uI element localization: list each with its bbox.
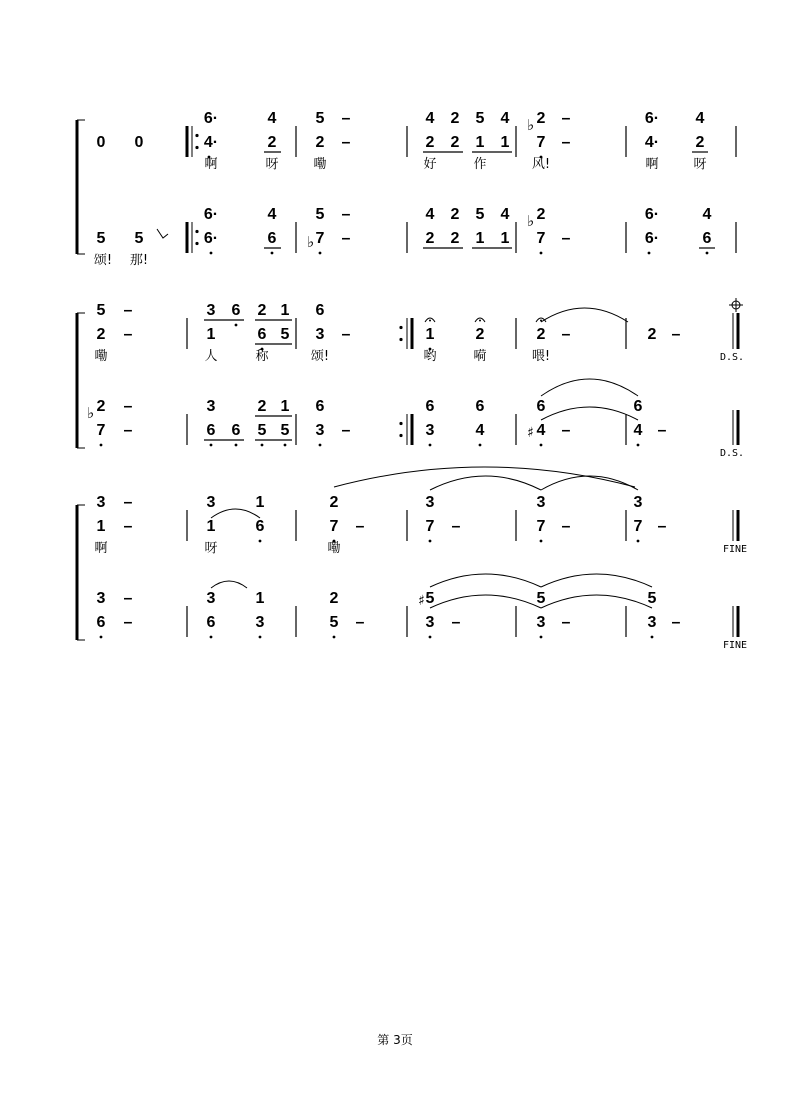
- note: 2: [450, 230, 460, 247]
- note: 2: [329, 494, 339, 511]
- note: 3: [536, 614, 546, 631]
- octave-dot: [271, 252, 274, 255]
- lyric-text: 嘞: [94, 349, 108, 364]
- note: 3: [536, 494, 546, 511]
- note: –: [341, 230, 351, 247]
- note: 1: [500, 134, 510, 151]
- note: 6: [96, 614, 106, 631]
- note: 4: [475, 422, 485, 439]
- sharp-sign-icon: ♯: [418, 593, 425, 609]
- lyric-text: 啊: [204, 157, 218, 172]
- note: –: [123, 398, 133, 415]
- note: 2: [96, 326, 106, 343]
- note: 1: [96, 518, 106, 535]
- octave-dot: [651, 636, 654, 639]
- note: 5: [425, 590, 435, 607]
- note: 3: [206, 494, 216, 511]
- note: 6: [267, 230, 277, 247]
- lyric-text: 呀: [693, 157, 707, 172]
- note: –: [671, 614, 681, 631]
- octave-dot: [261, 444, 264, 447]
- repeat-dot: [399, 326, 402, 329]
- note: –: [451, 614, 461, 631]
- note: 5: [280, 422, 290, 439]
- note: 6: [475, 398, 485, 415]
- note: 3: [315, 326, 325, 343]
- lyric-text: 呀: [265, 157, 279, 172]
- slur: [334, 467, 635, 487]
- note: 5: [315, 206, 325, 223]
- note: 3: [255, 614, 265, 631]
- note: 4·: [203, 134, 219, 151]
- lyric-text: 颂!: [93, 253, 113, 268]
- note: 1: [280, 398, 290, 415]
- note: 6: [425, 398, 435, 415]
- note: 1: [475, 230, 485, 247]
- breath-mark-icon: [157, 229, 168, 238]
- note: 3: [96, 590, 106, 607]
- slur: [211, 509, 260, 518]
- note: 5: [96, 302, 106, 319]
- note: 1: [206, 518, 216, 535]
- octave-dot: [429, 636, 432, 639]
- note: 3: [633, 494, 643, 511]
- repeat-dot: [399, 434, 402, 437]
- note: 2: [329, 590, 339, 607]
- lyric-text: 嗬: [473, 349, 487, 364]
- note: –: [355, 614, 365, 631]
- note: 5: [315, 110, 325, 127]
- lyric-text: 作: [473, 157, 487, 172]
- note: –: [561, 134, 571, 151]
- flat-sign-icon: ♭: [527, 212, 535, 230]
- octave-dot: [284, 444, 287, 447]
- note: 6·: [203, 230, 219, 247]
- note: 1: [280, 302, 290, 319]
- note: 0: [96, 134, 106, 151]
- octave-dot: [259, 540, 262, 543]
- octave-dot: [210, 636, 213, 639]
- note: –: [341, 206, 351, 223]
- note: 6: [206, 422, 216, 439]
- note: 6·: [644, 230, 660, 247]
- dal-segno-mark: D.S.: [719, 448, 745, 459]
- lyric-text: 称: [255, 349, 269, 364]
- fermata-dot: [479, 320, 481, 322]
- note: 2: [425, 230, 435, 247]
- flat-sign-icon: ♭: [527, 116, 535, 134]
- note: –: [657, 518, 667, 535]
- slur: [541, 379, 638, 396]
- note: 6·: [203, 206, 219, 223]
- lyric-text: 好: [423, 157, 437, 172]
- note: 6·: [644, 110, 660, 127]
- note: 6: [315, 302, 325, 319]
- note: –: [123, 302, 133, 319]
- note: 2: [425, 134, 435, 151]
- note: 4: [695, 110, 705, 127]
- note: 6·: [203, 110, 219, 127]
- note: 4: [425, 206, 435, 223]
- note: 2: [536, 326, 546, 343]
- note: 2: [536, 110, 546, 127]
- note: 3: [315, 422, 325, 439]
- octave-dot: [637, 540, 640, 543]
- note: 4: [267, 110, 277, 127]
- note: 6: [702, 230, 712, 247]
- note: 7: [425, 518, 435, 535]
- note: 6: [206, 614, 216, 631]
- note: 1: [475, 134, 485, 151]
- page-number: 第 3页: [377, 1033, 413, 1047]
- lyric-text: 颂!: [310, 349, 330, 364]
- flat-sign-icon: ♭: [307, 233, 315, 251]
- note: 5: [475, 110, 485, 127]
- note: 4: [702, 206, 712, 223]
- fine-mark: FINE: [722, 544, 748, 555]
- lyric-text: 风!: [531, 157, 551, 172]
- lyric-text: 呀: [204, 541, 218, 556]
- repeat-dot: [195, 242, 198, 245]
- note: 2: [257, 302, 267, 319]
- octave-dot: [637, 444, 640, 447]
- note: 2: [315, 134, 325, 151]
- note: 1: [206, 326, 216, 343]
- note: 2: [450, 110, 460, 127]
- octave-dot: [235, 444, 238, 447]
- lyric-text: 哟: [423, 349, 437, 364]
- note: 1: [255, 494, 265, 511]
- note: 7: [536, 230, 546, 247]
- note: 2: [647, 326, 657, 343]
- slur: [541, 407, 638, 420]
- slur: [211, 581, 247, 588]
- sharp-sign-icon: ♯: [527, 425, 534, 441]
- note: –: [561, 230, 571, 247]
- lyric-text: 啊: [94, 541, 108, 556]
- note: –: [341, 110, 351, 127]
- octave-dot: [319, 444, 322, 447]
- note: 5: [329, 614, 339, 631]
- note: 6: [633, 398, 643, 415]
- note: 5: [96, 230, 106, 247]
- note: –: [561, 326, 571, 343]
- note: –: [671, 326, 681, 343]
- note: 1: [255, 590, 265, 607]
- slur: [430, 574, 541, 587]
- octave-dot: [259, 636, 262, 639]
- note: –: [657, 422, 667, 439]
- note: 5: [257, 422, 267, 439]
- fermata-dot: [429, 320, 431, 322]
- note: 3: [647, 614, 657, 631]
- lyric-text: 人: [204, 349, 218, 364]
- note: –: [123, 518, 133, 535]
- flat-sign-icon: ♭: [87, 404, 95, 422]
- note: 0: [134, 134, 144, 151]
- note: 4: [536, 422, 546, 439]
- lyric-text: 那!: [129, 253, 149, 268]
- repeat-dot: [195, 230, 198, 233]
- note: –: [341, 134, 351, 151]
- slur: [541, 308, 628, 322]
- octave-dot: [429, 444, 432, 447]
- note: 3: [425, 614, 435, 631]
- lyric-text: 喂!: [531, 349, 551, 364]
- note: –: [341, 326, 351, 343]
- note: –: [561, 422, 571, 439]
- note: 4·: [644, 134, 660, 151]
- note: 7: [329, 518, 339, 535]
- note: 5: [647, 590, 657, 607]
- note: –: [123, 590, 133, 607]
- slur: [430, 595, 541, 608]
- note: –: [123, 326, 133, 343]
- note: 3: [206, 398, 216, 415]
- note: 3: [206, 590, 216, 607]
- note: 6: [231, 422, 241, 439]
- note: 6: [536, 398, 546, 415]
- octave-dot: [648, 252, 651, 255]
- note: 1: [425, 326, 435, 343]
- octave-dot: [210, 252, 213, 255]
- slur: [541, 595, 652, 608]
- note: –: [123, 422, 133, 439]
- note: 1: [500, 230, 510, 247]
- note: 2: [450, 134, 460, 151]
- note: –: [561, 110, 571, 127]
- note: –: [355, 518, 365, 535]
- slur: [430, 476, 541, 490]
- note: 7: [96, 422, 106, 439]
- note: 6: [257, 326, 267, 343]
- note: 4: [425, 110, 435, 127]
- note: 6: [315, 398, 325, 415]
- repeat-dot: [195, 134, 198, 137]
- fine-mark: FINE: [722, 640, 748, 651]
- note: 6: [231, 302, 241, 319]
- octave-dot: [235, 324, 238, 327]
- note: 5: [134, 230, 144, 247]
- octave-dot: [540, 540, 543, 543]
- note: 3: [425, 494, 435, 511]
- note: 3: [425, 422, 435, 439]
- octave-dot: [210, 444, 213, 447]
- dal-segno-mark: D.S.: [719, 352, 745, 363]
- note: –: [341, 422, 351, 439]
- note: –: [561, 614, 571, 631]
- repeat-dot: [399, 338, 402, 341]
- note: 3: [206, 302, 216, 319]
- note: –: [561, 518, 571, 535]
- note: 4: [633, 422, 643, 439]
- octave-dot: [100, 444, 103, 447]
- repeat-dot: [399, 422, 402, 425]
- octave-dot: [479, 444, 482, 447]
- note: 7: [536, 134, 546, 151]
- note: 5: [536, 590, 546, 607]
- note: 2: [450, 206, 460, 223]
- octave-dot: [319, 252, 322, 255]
- note: 2: [536, 206, 546, 223]
- note: 4: [267, 206, 277, 223]
- note: 2: [96, 398, 106, 415]
- note: 4: [500, 110, 510, 127]
- slur: [541, 574, 652, 587]
- note: 5: [475, 206, 485, 223]
- note: 4: [500, 206, 510, 223]
- octave-dot: [706, 252, 709, 255]
- note: 7: [536, 518, 546, 535]
- note: 6·: [644, 206, 660, 223]
- note: 2: [475, 326, 485, 343]
- note: 2: [257, 398, 267, 415]
- octave-dot: [100, 636, 103, 639]
- note: 7: [633, 518, 643, 535]
- note: 3: [96, 494, 106, 511]
- note: –: [123, 614, 133, 631]
- note: –: [123, 494, 133, 511]
- octave-dot: [540, 636, 543, 639]
- octave-dot: [429, 540, 432, 543]
- note: 5: [280, 326, 290, 343]
- lyric-text: 啊: [645, 157, 659, 172]
- note: 2: [267, 134, 277, 151]
- note: 7: [315, 230, 325, 247]
- note: 6: [255, 518, 265, 535]
- note: 2: [695, 134, 705, 151]
- repeat-dot: [195, 146, 198, 149]
- octave-dot: [540, 444, 543, 447]
- octave-dot: [540, 252, 543, 255]
- lyric-text: 嘞: [327, 541, 341, 556]
- slur: [541, 476, 638, 490]
- octave-dot: [333, 636, 336, 639]
- lyric-text: 嘞: [313, 157, 327, 172]
- note: –: [451, 518, 461, 535]
